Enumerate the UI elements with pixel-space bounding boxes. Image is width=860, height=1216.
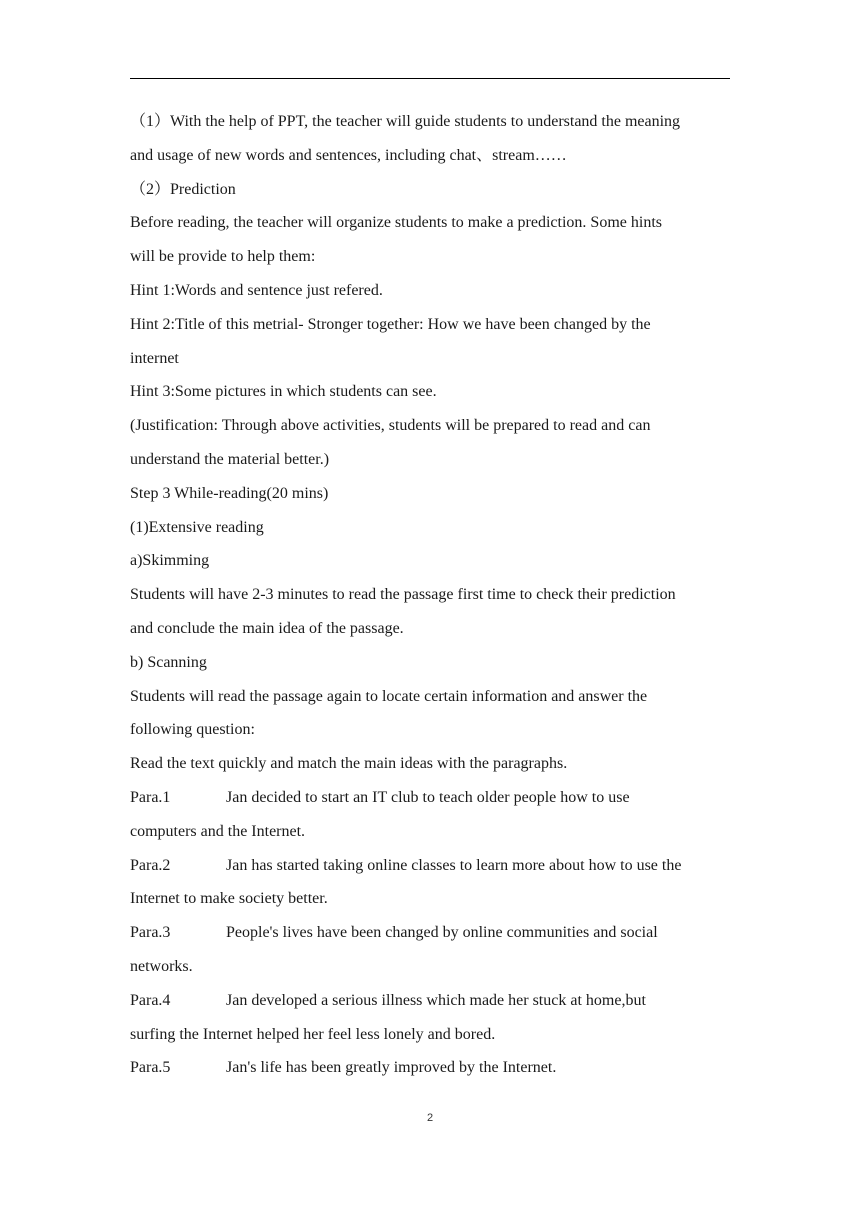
para-main-idea: Jan has started taking online classes to learn more about how to use the: [226, 856, 682, 874]
subsection-heading: a)Skimming: [130, 552, 210, 570]
page-number: 2: [426, 1112, 434, 1124]
para-match-row: [130, 1051, 730, 1085]
text-line: following question:: [130, 721, 255, 739]
text-line: internet: [130, 349, 179, 367]
para-match-row: [130, 984, 730, 1018]
text-line: （1）With the help of PPT, the teacher will guide students to understand the meaning: [130, 113, 681, 130]
para-match-row: [130, 849, 730, 883]
hint-line: Hint 1:Words and sentence just refered.: [130, 281, 383, 299]
text-line: Students will have 2-3 minutes to read the passage first time to check their prediction: [130, 586, 676, 604]
text-line: and conclude the main idea of the passage.: [130, 619, 404, 637]
document-body: [130, 105, 730, 1085]
para-number: Para.3: [130, 924, 171, 942]
para-number: Para.2: [130, 856, 171, 874]
subsection-heading: b) Scanning: [130, 653, 207, 671]
step-heading: Step 3 While-reading(20 mins): [130, 484, 329, 502]
section-heading: (1)Extensive reading: [130, 518, 264, 536]
text-line: and usage of new words and sentences, including chat、stream……: [130, 146, 567, 164]
para-number: Para.1: [130, 788, 171, 806]
para-main-idea-continued: computers and the Internet.: [130, 822, 306, 840]
para-main-idea: Jan's life has been greatly improved by the Internet.: [226, 1059, 557, 1077]
para-main-idea: Jan decided to start an IT club to teach older people how to use: [226, 788, 630, 806]
para-number: Para.5: [130, 1059, 171, 1077]
hint-line: Hint 2:Title of this metrial- Stronger together: How we have been changed by the: [130, 315, 651, 333]
para-match-row: [130, 916, 730, 950]
section-heading: （2）Prediction: [130, 180, 236, 198]
para-main-idea-continued: Internet to make society better.: [130, 890, 328, 908]
para-main-idea-continued: surfing the Internet helped her feel less lonely and bored.: [130, 1025, 496, 1043]
para-number: Para.4: [130, 991, 171, 1009]
text-line: Before reading, the teacher will organize students to make a prediction. Some hints: [130, 214, 662, 232]
para-main-idea: People's lives have been changed by online communities and social: [226, 924, 658, 942]
text-line: Students will read the passage again to locate certain information and answer the: [130, 687, 648, 705]
para-main-idea: Jan developed a serious illness which made her stuck at home,but: [226, 991, 646, 1009]
justification-line: (Justification: Through above activities, students will be prepared to read and can: [130, 417, 651, 435]
justification-line: understand the material better.): [130, 450, 330, 468]
para-match-row: [130, 781, 730, 815]
para-main-idea-continued: networks.: [130, 957, 193, 975]
instruction-line: Read the text quickly and match the main ideas with the paragraphs.: [130, 755, 568, 773]
text-line: will be provide to help them:: [130, 248, 316, 266]
header-rule: [130, 78, 730, 79]
hint-line: Hint 3:Some pictures in which students can see.: [130, 383, 437, 401]
